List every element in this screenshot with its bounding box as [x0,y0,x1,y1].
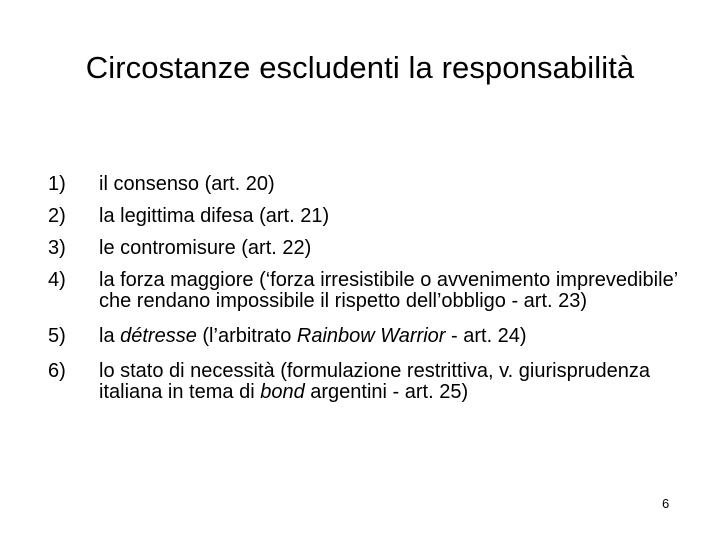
list-item-number: 1) [48,173,66,195]
list-item-text [99,360,650,403]
text-segment: la [99,325,121,347]
list-item [48,361,688,403]
text-segment: - art. 24) [445,325,527,347]
list-item [48,270,688,312]
list-item-number: 3) [48,237,66,259]
list-item-number: 4) [48,269,66,291]
italic-term: Rainbow Warrior [296,325,446,347]
list-item-text [99,237,311,259]
list-item-number: 2) [48,205,66,227]
text-segment: il consenso (art. 20) [99,173,275,195]
list-item [48,174,688,195]
numbered-list [48,170,688,403]
text-segment: (l’arbitrato [196,325,297,347]
list-item-number: 5) [48,325,66,347]
italic-term: détresse [120,325,197,347]
page-number: 6 [662,496,670,511]
list-item-text [99,205,329,227]
list-item [48,206,688,227]
list-item-text [99,173,275,195]
list-item [48,326,688,347]
list-item-number: 6) [48,360,66,382]
text-segment: argentini - art. 25) [304,381,469,403]
list-item-text [99,325,527,347]
italic-term: bond [260,381,305,403]
text-segment: lo stato di necessità (formulazione restrittiva, v. giurisprudenza italiana in tema di [99,360,650,403]
slide-title: Circostanze escludenti la responsabilità [85,50,635,85]
text-segment: la legittima difesa (art. 21) [99,205,330,227]
text-segment: la forza maggiore (‘forza irresistibile o avvenimento imprevedibile’ che rendano impossibile il rispetto dell’obbligo - art. 23) [99,269,678,312]
list-item [48,238,688,259]
list-item-text [99,269,677,312]
text-segment: le contromisure (art. 22) [99,237,312,259]
